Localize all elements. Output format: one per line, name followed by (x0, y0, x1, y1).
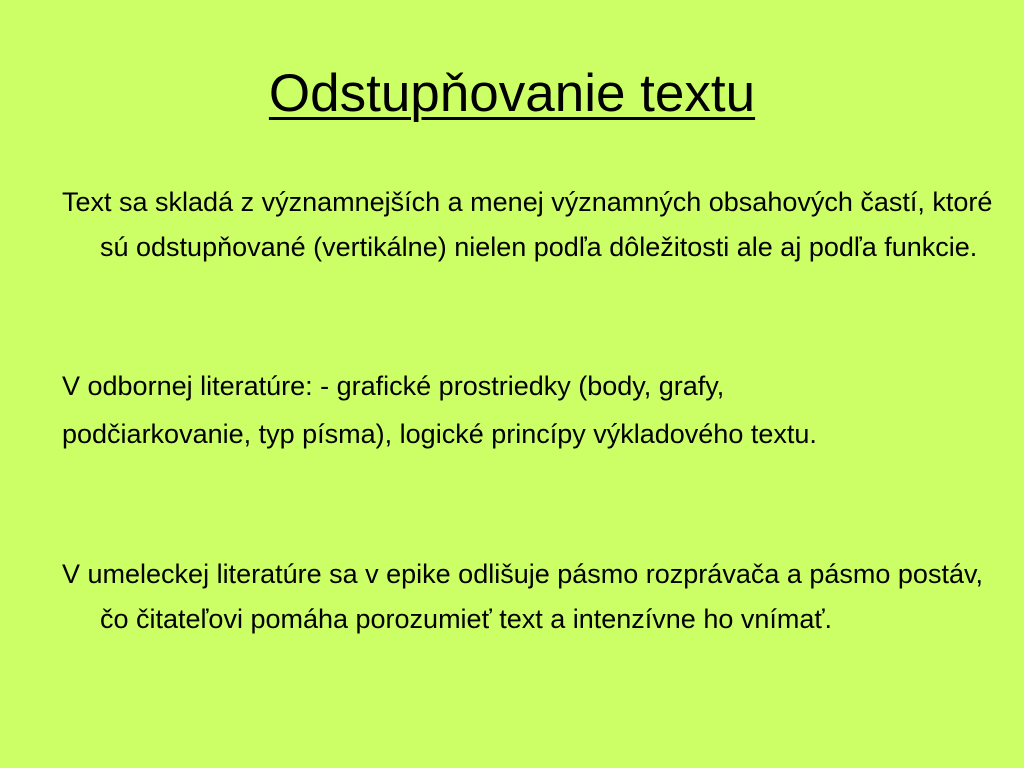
slide-title (0, 62, 1024, 126)
paragraph-professional-literature-continued: podčiarkovanie, typ písma), logické princípy výkladového textu. (62, 419, 817, 449)
paragraph-professional-literature: V odbornej literatúre: - grafické prostriedky (body, grafy, (62, 371, 725, 401)
paragraph-text-structure: Text sa skladá z významnejších a menej významných obsahových častí, ktoré sú odstupňované (vertikálne) nielen podľa dôležitosti ale aj podľa funkcie. (62, 187, 993, 262)
slide-title-text: Odstupňovanie textu (268, 64, 756, 123)
paragraph-artistic-literature: V umeleckej literatúre sa v epike odlišuje pásmo rozprávača a pásmo postáv, čo čitateľovi pomáha porozumieť text a intenzívne ho vnímať. (62, 559, 983, 634)
